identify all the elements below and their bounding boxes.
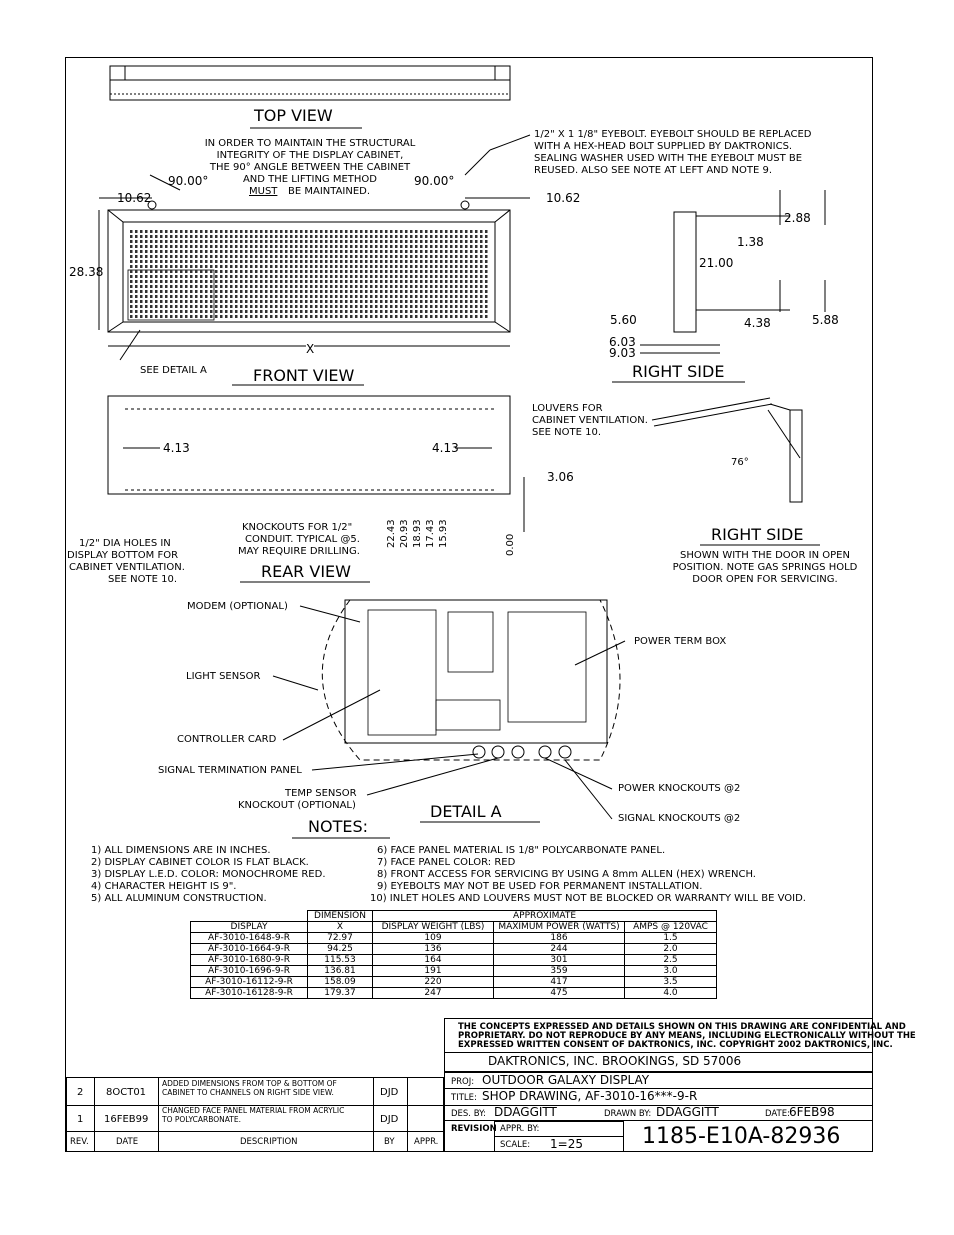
table-row: AF-3010-16112-9-R 158.09 220 417 3.5 xyxy=(191,977,717,988)
ko-dim-2: 20.93 xyxy=(399,519,410,548)
structural-note-3: THE 90° ANGLE BETWEEN THE CABINET xyxy=(209,162,411,173)
confidential-2: PROPRIETARY. DO NOT REPRODUCE BY ANY MEANS, INCLUDING ELECTRONICALLY WITHOUT THE xyxy=(458,1031,916,1041)
top-view-title: TOP VIEW xyxy=(254,106,333,125)
revision-label: REVISION xyxy=(451,1124,497,1134)
see-detail-a: SEE DETAIL A xyxy=(140,365,207,376)
side-dim-5-60: 5.60 xyxy=(610,313,637,327)
note-1: 1) ALL DIMENSIONS ARE IN INCHES. xyxy=(91,845,271,856)
ko-dim-1: 22.43 xyxy=(386,519,397,548)
note-3: 3) DISPLAY L.E.D. COLOR: MONOCHROME RED. xyxy=(91,869,326,880)
open-caption-2: POSITION. NOTE GAS SPRINGS HOLD xyxy=(672,562,858,573)
knockouts-note-1: KNOCKOUTS FOR 1/2" xyxy=(242,522,353,533)
table-row: AF-3010-1680-9-R 115.53 164 301 2.5 xyxy=(191,955,717,966)
right-side-cabinet xyxy=(674,212,696,332)
by-header: BY xyxy=(384,1137,395,1147)
note-5: 5) ALL ALUMINUM CONSTRUCTION. xyxy=(91,893,267,904)
open-caption-3: DOOR OPEN FOR SERVICING. xyxy=(692,574,838,585)
label-signal-knockouts: SIGNAL KNOCKOUTS @2 xyxy=(618,813,741,824)
label-power-term-box: POWER TERM BOX xyxy=(634,636,727,647)
appr-label: APPR. BY: xyxy=(500,1124,540,1134)
side-dim-5-88: 5.88 xyxy=(812,313,839,327)
th-dimension: DIMENSION xyxy=(308,911,373,922)
side-dim-4-38: 4.38 xyxy=(744,316,771,330)
right-side-title: RIGHT SIDE xyxy=(632,362,725,381)
holes-note-4: SEE NOTE 10. xyxy=(108,574,178,585)
proj-label: PROJ: xyxy=(451,1077,475,1087)
label-signal-termination: SIGNAL TERMINATION PANEL xyxy=(158,765,302,776)
holes-note-3: CABINET VENTILATION. xyxy=(69,562,185,573)
confidential-1: THE CONCEPTS EXPRESSED AND DETAILS SHOWN ON THIS DRAWING ARE CONFIDENTIAL AND xyxy=(458,1022,906,1032)
des-label: DES. BY: xyxy=(451,1109,487,1119)
note-9: 9) EYEBOLTS MAY NOT BE USED FOR PERMANENT INSTALLATION. xyxy=(377,881,703,892)
rear-dim-height: 3.06 xyxy=(547,470,574,484)
structural-note-5: BE MAINTAINED. xyxy=(288,186,371,197)
rev-1-desc-2: TO POLYCARBONATE. xyxy=(162,1115,242,1124)
label-light-sensor: LIGHT SENSOR xyxy=(186,671,261,682)
scale-label: SCALE: xyxy=(500,1140,531,1150)
structural-note-2: INTEGRITY OF THE DISPLAY CABINET, xyxy=(216,150,404,161)
angle-right: 90.00° xyxy=(414,174,455,188)
led-dot-grid xyxy=(130,228,490,318)
rear-dim-right: 4.13 xyxy=(432,441,459,455)
structural-note-4: AND THE LIFTING METHOD xyxy=(242,174,378,185)
side-dim-9-03: 9.03 xyxy=(609,346,636,360)
scale: 1=25 xyxy=(550,1137,583,1151)
top-view-cabinet xyxy=(110,66,510,100)
note-8: 8) FRONT ACCESS FOR SERVICING BY USING A 8mm ALLEN (HEX) WRENCH. xyxy=(377,869,756,880)
note-6: 6) FACE PANEL MATERIAL IS 1/8" POLYCARBONATE PANEL. xyxy=(377,845,666,856)
drawing-number: 1185-E10A-82936 xyxy=(642,1124,841,1149)
structural-note-must: MUST xyxy=(249,186,278,197)
ko-dim-4: 17.43 xyxy=(425,519,436,548)
side-dim-6-03: 6.03 xyxy=(609,335,636,349)
eyebolt-note-4: REUSED. ALSO SEE NOTE AT LEFT AND NOTE 9. xyxy=(534,165,773,176)
knockouts-note-2: CONDUIT. TYPICAL @5. xyxy=(245,534,360,545)
label-modem: MODEM (OPTIONAL) xyxy=(187,601,288,612)
angle-left: 90.00° xyxy=(168,174,209,188)
th-amps: AMPS @ 120VAC xyxy=(625,922,717,933)
structural-note-1: IN ORDER TO MAINTAIN THE STRUCTURAL xyxy=(204,138,416,149)
dimension-table xyxy=(190,910,717,999)
open-angle: 76° xyxy=(731,457,749,468)
ko-dim-5: 15.93 xyxy=(438,519,449,548)
louvers-note-2: CABINET VENTILATION. xyxy=(532,415,648,426)
eyebolt-note-1: 1/2" X 1 1/8" EYEBOLT. EYEBOLT SHOULD BE REPLACED xyxy=(534,129,812,140)
th-approximate: APPROXIMATE xyxy=(373,911,717,922)
note-2: 2) DISPLAY CABINET COLOR IS FLAT BLACK. xyxy=(91,857,309,868)
project: OUTDOOR GALAXY DISPLAY xyxy=(482,1073,650,1087)
holes-note-1: 1/2" DIA HOLES IN xyxy=(79,538,171,549)
side-dim-21-00: 21.00 xyxy=(699,256,734,270)
rev-2-desc-2: CABINET TO CHANNELS ON RIGHT SIDE VIEW. xyxy=(162,1088,334,1097)
note-7: 7) FACE PANEL COLOR: RED xyxy=(377,857,516,868)
note-10: 10) INLET HOLES AND LOUVERS MUST NOT BE BLOCKED OR WARRANTY WILL BE VOID. xyxy=(370,893,806,904)
drawn-label: DRAWN BY: xyxy=(604,1109,652,1119)
table-row: AF-3010-1696-9-R 136.81 191 359 3.0 xyxy=(191,966,717,977)
confidential-3: EXPRESSED WRITTEN CONSENT OF DAKTRONICS, INC. COPYRIGHT 2002 DAKTRONICS, INC. xyxy=(458,1040,893,1050)
label-temp-sensor-2: KNOCKOUT (OPTIONAL) xyxy=(238,800,356,811)
front-dim-left: 10.62 xyxy=(117,191,152,205)
table-row: AF-3010-16128-9-R 179.37 247 475 4.0 xyxy=(191,988,717,999)
rev-2-by: DJD xyxy=(380,1087,399,1098)
label-power-knockouts: POWER KNOCKOUTS @2 xyxy=(618,783,741,794)
company: DAKTRONICS, INC. BROOKINGS, SD 57006 xyxy=(488,1054,742,1068)
label-temp-sensor-1: TEMP SENSOR xyxy=(285,788,357,799)
designer: DDAGGITT xyxy=(494,1105,557,1119)
ko-dim-zero: 0.00 xyxy=(505,533,516,556)
front-dim-width: X xyxy=(306,342,315,356)
date-label: DATE: xyxy=(765,1109,790,1119)
label-controller-card: CONTROLLER CARD xyxy=(177,734,277,745)
drawing-title: SHOP DRAWING, AF-3010-16***-9-R xyxy=(482,1089,698,1103)
rev-1-date: 16FEB99 xyxy=(104,1114,149,1125)
eyebolt-note-3: SEALING WASHER USED WITH THE EYEBOLT MUST BE xyxy=(534,153,803,164)
drawn-by: DDAGGITT xyxy=(656,1105,719,1119)
front-view-title: FRONT VIEW xyxy=(253,366,355,385)
detail-a-title: DETAIL A xyxy=(430,802,502,821)
note-4: 4) CHARACTER HEIGHT IS 9". xyxy=(91,881,237,892)
eyebolt-note-2: WITH A HEX-HEAD BOLT SUPPLIED BY DAKTRONICS. xyxy=(534,141,793,152)
desc-header: DESCRIPTION xyxy=(240,1137,298,1147)
louvers-note-1: LOUVERS FOR xyxy=(532,403,603,414)
right-side-open-title: RIGHT SIDE xyxy=(711,525,804,544)
rear-view-title: REAR VIEW xyxy=(261,562,351,581)
louvers-note-3: SEE NOTE 10. xyxy=(532,427,602,438)
front-dim-height: 28.38 xyxy=(69,265,104,279)
th-power: MAXIMUM POWER (WATTS) xyxy=(494,922,625,933)
table-row: AF-3010-1664-9-R 94.25 136 244 2.0 xyxy=(191,944,717,955)
detail-a-enclosure xyxy=(345,600,607,743)
rev-1-num: 1 xyxy=(77,1114,84,1125)
title-label: TITLE: xyxy=(451,1093,477,1103)
rev-1-by: DJD xyxy=(380,1114,399,1125)
rev-1-desc-1: CHANGED FACE PANEL MATERIAL FROM ACRYLIC xyxy=(162,1106,345,1115)
rev-2-num: 2 xyxy=(77,1087,84,1098)
notes-title: NOTES: xyxy=(308,817,368,836)
front-dim-right: 10.62 xyxy=(546,191,581,205)
side-dim-1-38: 1.38 xyxy=(737,235,764,249)
date-header: DATE xyxy=(116,1137,139,1147)
drawing-date: 6FEB98 xyxy=(789,1105,835,1119)
knockouts-note-3: MAY REQUIRE DRILLING. xyxy=(238,546,360,557)
th-display: DISPLAY xyxy=(191,922,308,933)
table-row: AF-3010-1648-9-R 72.97 109 186 1.5 xyxy=(191,933,717,944)
appr-header: APPR. xyxy=(414,1137,439,1147)
rev-header: REV. xyxy=(70,1137,89,1147)
th-weight: DISPLAY WEIGHT (LBS) xyxy=(373,922,494,933)
th-x: X xyxy=(308,922,373,933)
side-dim-2-88: 2.88 xyxy=(784,211,811,225)
ko-dim-3: 18.93 xyxy=(412,519,423,548)
rev-2-desc-1: ADDED DIMENSIONS FROM TOP & BOTTOM OF xyxy=(162,1079,337,1088)
rev-2-date: 8OCT01 xyxy=(106,1087,147,1098)
rear-dim-left: 4.13 xyxy=(163,441,190,455)
open-caption-1: SHOWN WITH THE DOOR IN OPEN xyxy=(680,550,850,561)
holes-note-2: DISPLAY BOTTOM FOR xyxy=(67,550,179,561)
